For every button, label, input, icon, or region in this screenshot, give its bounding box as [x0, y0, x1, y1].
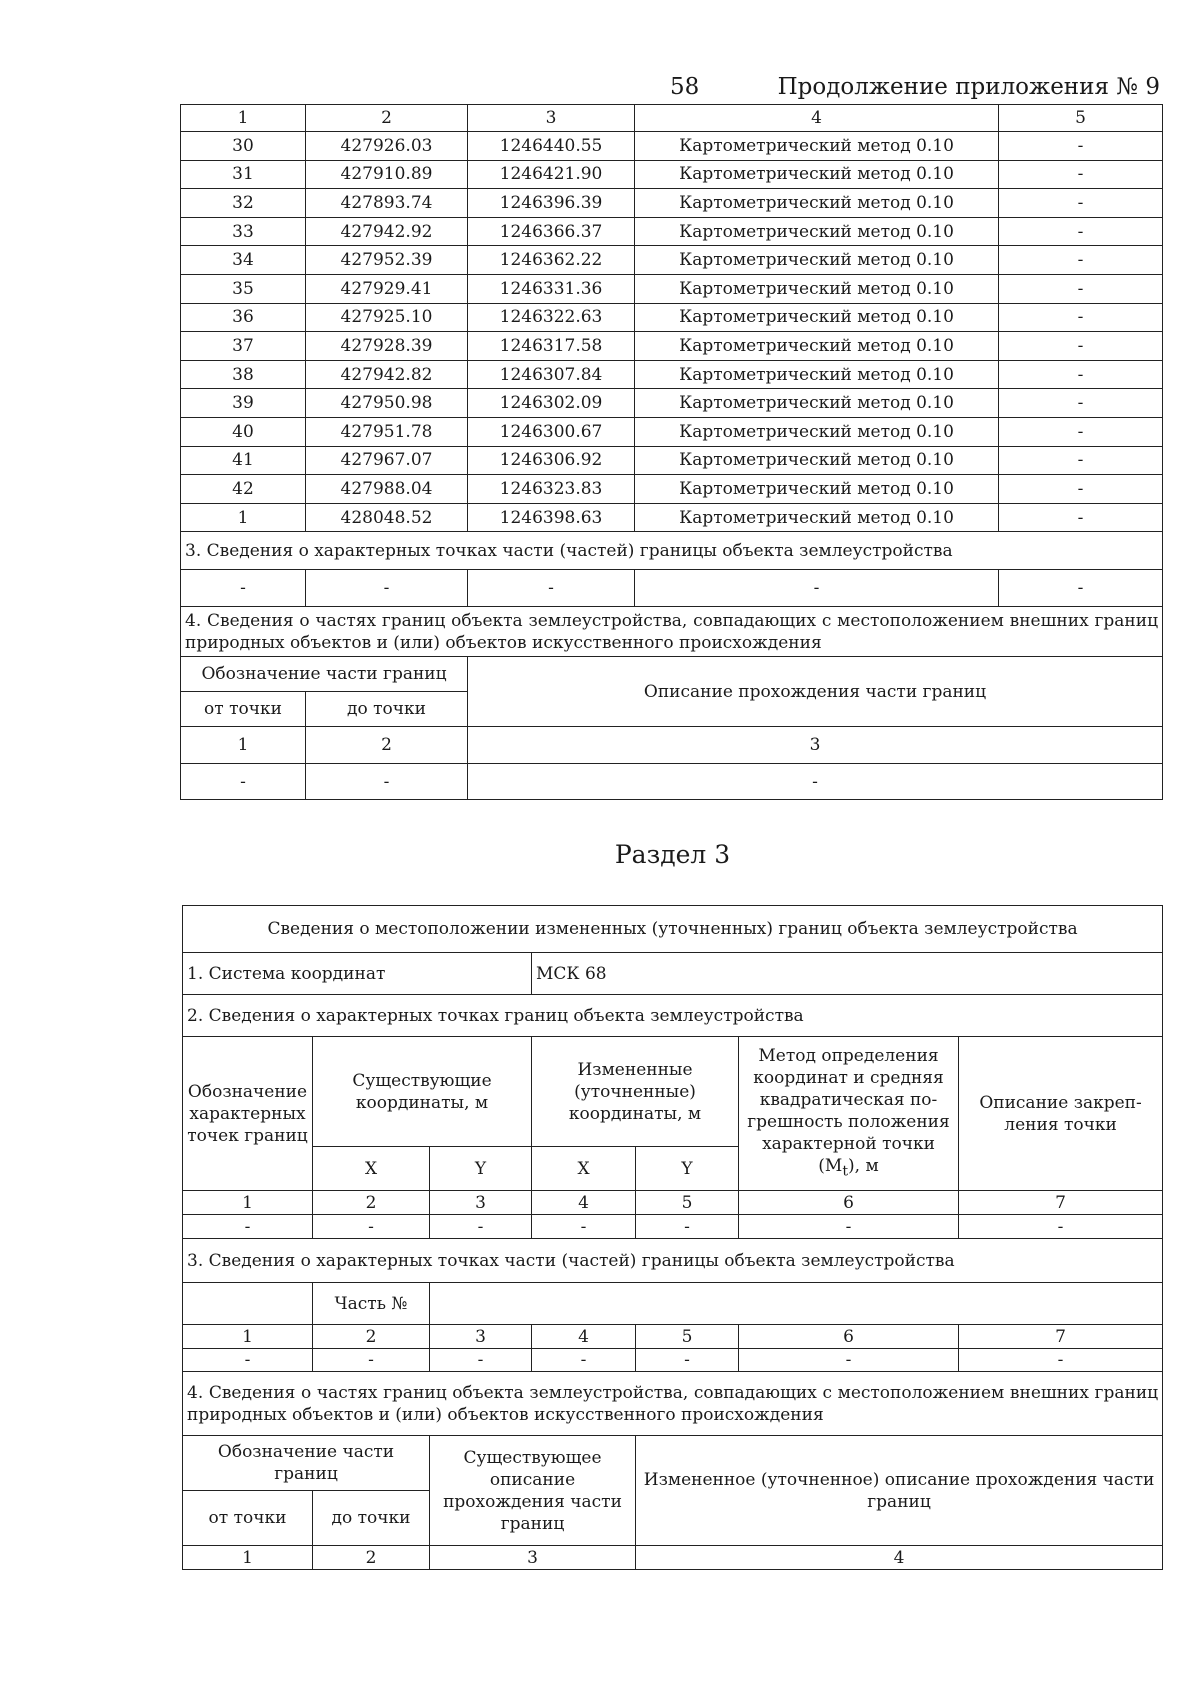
point-number: 30 [181, 132, 306, 161]
x-coordinate: 427928.39 [306, 332, 468, 361]
x-coordinate: 427926.03 [306, 132, 468, 161]
table-row [181, 446, 1163, 475]
dash-row [181, 570, 1163, 607]
point-number: 38 [181, 360, 306, 389]
x-header: X [313, 1147, 430, 1191]
description-cell: - [999, 303, 1163, 332]
table-row [181, 274, 1163, 303]
description-cell: - [999, 389, 1163, 418]
section-title: Раздел 3 [614, 840, 731, 869]
description-cell: - [999, 217, 1163, 246]
column-number-row [183, 1191, 1163, 1215]
empty-cell [183, 1283, 313, 1325]
x-coordinate: 427925.10 [306, 303, 468, 332]
dash-row [181, 764, 1163, 800]
to-point-header: до точки [313, 1491, 430, 1546]
y-coordinate: 1246440.55 [468, 132, 635, 161]
y-coordinate: 1246307.84 [468, 360, 635, 389]
dash-row [183, 1349, 1163, 1372]
dash-cell: - [183, 1349, 313, 1372]
existing-description-header: Существующее описание прохождения части границ [430, 1436, 636, 1546]
table-row [181, 503, 1163, 532]
column-number: 2 [306, 105, 468, 132]
method-cell: Картометрический метод 0.10 [635, 303, 999, 332]
method-cell: Картометрический метод 0.10 [635, 274, 999, 303]
section3-title: 3. Сведения о характерных точках части (частей) границы объекта землеустройства [183, 1239, 1163, 1283]
method-cell: Картометрический метод 0.10 [635, 503, 999, 532]
appendix-continuation: Продолжение приложения № 9 [777, 74, 1160, 100]
column-number: 5 [636, 1325, 739, 1349]
to-point-header: до точки [306, 692, 468, 727]
column-number: 3 [430, 1546, 636, 1570]
table-row [181, 132, 1163, 161]
description-cell: - [999, 274, 1163, 303]
part-number-value [430, 1283, 1163, 1325]
method-cell: Картометрический метод 0.10 [635, 332, 999, 361]
column-number: 7 [959, 1325, 1163, 1349]
dash-cell: - [739, 1215, 959, 1239]
existing-coords-header: Существующие координаты, м [313, 1037, 532, 1147]
column-number: 6 [739, 1325, 959, 1349]
y-coordinate: 1246331.36 [468, 274, 635, 303]
column-number: 4 [532, 1191, 636, 1215]
x-coordinate: 427952.39 [306, 246, 468, 275]
changed-description-header: Измененное (уточненное) описание прохождения части границ [636, 1436, 1163, 1546]
x-header: X [532, 1147, 636, 1191]
column-number: 5 [636, 1191, 739, 1215]
column-number: 1 [181, 727, 306, 764]
part-header-row [181, 657, 1163, 692]
column-number: 1 [183, 1546, 313, 1570]
table-row [181, 189, 1163, 218]
section4-row [181, 607, 1163, 657]
table-row [181, 417, 1163, 446]
method-header-subscript: t [842, 1163, 849, 1180]
dash-cell: - [532, 1349, 636, 1372]
description-cell: - [999, 246, 1163, 275]
method-cell: Картометрический метод 0.10 [635, 389, 999, 418]
y-coordinate: 1246317.58 [468, 332, 635, 361]
column-number: 4 [636, 1546, 1163, 1570]
method-header [739, 1037, 959, 1191]
changed-boundaries-table [182, 905, 1163, 1570]
description-cell: - [999, 446, 1163, 475]
part-number-row [183, 1283, 1163, 1325]
x-coordinate: 427893.74 [306, 189, 468, 218]
point-number: 33 [181, 217, 306, 246]
table2-header-row [183, 1037, 1163, 1147]
method-cell: Картометрический метод 0.10 [635, 160, 999, 189]
column-number: 3 [430, 1191, 532, 1215]
dash-cell: - [430, 1215, 532, 1239]
method-cell: Картометрический метод 0.10 [635, 360, 999, 389]
point-number: 35 [181, 274, 306, 303]
page-header [180, 70, 1160, 104]
column-number: 2 [313, 1546, 430, 1570]
dash-cell: - [306, 764, 468, 800]
dash-cell: - [313, 1215, 430, 1239]
y-coordinate: 1246302.09 [468, 389, 635, 418]
dash-cell: - [532, 1215, 636, 1239]
point-number: 34 [181, 246, 306, 275]
method-cell: Картометрический метод 0.10 [635, 189, 999, 218]
table-row [181, 246, 1163, 275]
dash-cell: - [468, 570, 635, 607]
column-number: 1 [183, 1191, 313, 1215]
description-cell: - [999, 417, 1163, 446]
x-coordinate: 427910.89 [306, 160, 468, 189]
table-row [181, 217, 1163, 246]
y-header: Y [636, 1147, 739, 1191]
x-coordinate: 427951.78 [306, 417, 468, 446]
coord-system-value: МСК 68 [532, 953, 1163, 995]
table-row [181, 303, 1163, 332]
point-number: 31 [181, 160, 306, 189]
column-number: 1 [183, 1325, 313, 1349]
column-number: 1 [181, 105, 306, 132]
x-coordinate: 428048.52 [306, 503, 468, 532]
description-cell: - [999, 332, 1163, 361]
point-number: 40 [181, 417, 306, 446]
description-cell: - [999, 160, 1163, 189]
dash-cell: - [181, 764, 306, 800]
column-number: 4 [635, 105, 999, 132]
column-number: 2 [313, 1325, 430, 1349]
dash-cell: - [959, 1215, 1163, 1239]
section3-title: 3. Сведения о характерных точках части (частей) границы объекта землеустройства [181, 532, 1163, 570]
section4-title: 4. Сведения о частях границ объекта землеустройства, совпадающих с местоположением внешних границ природных объектов и (или) объектов искусственного происхождения [181, 607, 1163, 657]
x-coordinate: 427950.98 [306, 389, 468, 418]
method-cell: Картометрический метод 0.10 [635, 132, 999, 161]
dash-cell: - [306, 570, 468, 607]
method-cell: Картометрический метод 0.10 [635, 217, 999, 246]
x-coordinate: 427967.07 [306, 446, 468, 475]
section4-header-row [183, 1436, 1163, 1491]
from-point-header: от точки [183, 1491, 313, 1546]
changed-coords-header: Измененные (уточненные) координаты, м [532, 1037, 739, 1147]
dash-cell: - [999, 570, 1163, 607]
dash-cell: - [635, 570, 999, 607]
section2-title: 2. Сведения о характерных точках границ объекта землеустройства [183, 995, 1163, 1037]
section3-row [181, 532, 1163, 570]
description-cell: - [999, 475, 1163, 504]
y-coordinate: 1246362.22 [468, 246, 635, 275]
method-cell: Картометрический метод 0.10 [635, 417, 999, 446]
table-row [181, 160, 1163, 189]
point-number: 37 [181, 332, 306, 361]
dash-cell: - [959, 1349, 1163, 1372]
point-number: 42 [181, 475, 306, 504]
dash-cell: - [183, 1215, 313, 1239]
section3-row [183, 1239, 1163, 1283]
column-number: 4 [532, 1325, 636, 1349]
description-cell: - [999, 189, 1163, 218]
dash-cell: - [636, 1349, 739, 1372]
x-coordinate: 427942.92 [306, 217, 468, 246]
y-header: Y [430, 1147, 532, 1191]
x-coordinate: 427942.82 [306, 360, 468, 389]
x-coordinate: 427988.04 [306, 475, 468, 504]
table2-title-row [183, 906, 1163, 953]
dash-cell: - [181, 570, 306, 607]
dash-cell: - [313, 1349, 430, 1372]
designation-header: Обозначение характерных точек границ [183, 1037, 313, 1191]
point-number: 36 [181, 303, 306, 332]
description-cell: - [999, 132, 1163, 161]
y-coordinate: 1246421.90 [468, 160, 635, 189]
dash-row [183, 1215, 1163, 1239]
fixing-header: Описание закрепления точки [959, 1037, 1163, 1191]
point-number: 1 [181, 503, 306, 532]
section4-title: 4. Сведения о частях границ объекта землеустройства, совпадающих с местоположением внешних границ природных объектов и (или) объектов искусственного происхождения [183, 1372, 1163, 1436]
part-number-label: Часть № [313, 1283, 430, 1325]
column-number-row [183, 1325, 1163, 1349]
table2-title: Сведения о местоположении измененных (уточненных) границ объекта землеустройства [183, 906, 1163, 953]
method-cell: Картометрический метод 0.10 [635, 446, 999, 475]
section2-row [183, 995, 1163, 1037]
dash-cell: - [636, 1215, 739, 1239]
y-coordinate: 1246396.39 [468, 189, 635, 218]
table-row [181, 475, 1163, 504]
dash-cell: - [430, 1349, 532, 1372]
column-number-row [183, 1546, 1163, 1570]
column-number-row [181, 105, 1163, 132]
coord-system-row [183, 953, 1163, 995]
table-row [181, 360, 1163, 389]
y-coordinate: 1246366.37 [468, 217, 635, 246]
passage-description-header: Описание прохождения части границ [468, 657, 1163, 727]
y-coordinate: 1246323.83 [468, 475, 635, 504]
point-number: 39 [181, 389, 306, 418]
y-coordinate: 1246398.63 [468, 503, 635, 532]
x-coordinate: 427929.41 [306, 274, 468, 303]
column-number: 2 [313, 1191, 430, 1215]
section4-row [183, 1372, 1163, 1436]
column-number: 7 [959, 1191, 1163, 1215]
y-coordinate: 1246322.63 [468, 303, 635, 332]
point-number: 41 [181, 446, 306, 475]
part-designation-header: Обозначение части границ [181, 657, 468, 692]
method-header-end: ), м [848, 1155, 879, 1176]
y-coordinate: 1246306.92 [468, 446, 635, 475]
column-number: 3 [430, 1325, 532, 1349]
boundary-points-table [180, 104, 1163, 800]
table-row [181, 389, 1163, 418]
from-point-header: от точки [181, 692, 306, 727]
part-designation-header: Обозначение части границ [183, 1436, 430, 1491]
column-number: 2 [306, 727, 468, 764]
dash-cell: - [739, 1349, 959, 1372]
coord-system-label: 1. Система координат [183, 953, 532, 995]
method-cell: Картометрический метод 0.10 [635, 475, 999, 504]
column-number: 3 [468, 727, 1163, 764]
description-cell: - [999, 360, 1163, 389]
column-number-row [181, 727, 1163, 764]
point-number: 32 [181, 189, 306, 218]
column-number: 3 [468, 105, 635, 132]
page-number: 58 [670, 74, 700, 100]
y-coordinate: 1246300.67 [468, 417, 635, 446]
column-number: 5 [999, 105, 1163, 132]
dash-cell: - [468, 764, 1163, 800]
table-row [181, 332, 1163, 361]
column-number: 6 [739, 1191, 959, 1215]
method-cell: Картометрический метод 0.10 [635, 246, 999, 275]
description-cell: - [999, 503, 1163, 532]
method-header-text: Метод определения координат и средняя квадратическая погрешность положения характерной точки (M [747, 1045, 950, 1176]
